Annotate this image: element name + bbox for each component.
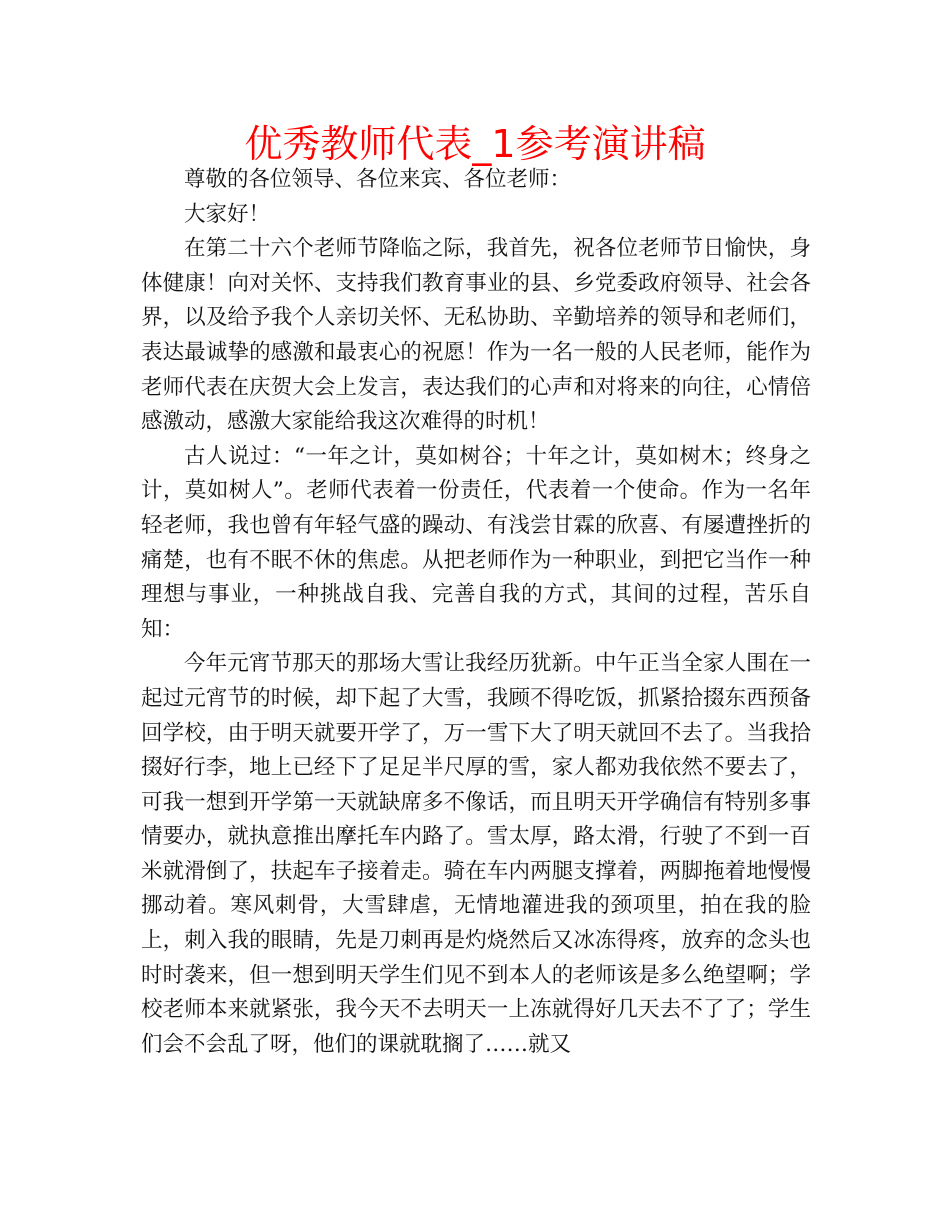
salutation-paragraph: 尊敬的各位领导、各位来宾、各位老师： xyxy=(184,167,572,192)
body-paragraph: 古人说过：“一年之计，莫如树谷；十年之计，莫如树木；终身之计，莫如树人”。老师代表着一份责任，代表着一个使命。作为一名年轻老师，我也曾有年轻气盛的躁动、有浅尝甘霖的欣喜、有屡遭挫折的痛楚，也有不眠不休的焦虑。从把老师作为一种职业，到把它当作一种理想与事业，一种挑战自我、完善自我的方式，其间的过程，苦乐自知： xyxy=(141,443,811,642)
body-paragraph: 在第二十六个老师节降临之际，我首先，祝各位老师节日愉快，身体健康！向对关怀、支持我们教育事业的县、乡党委政府领导、社会各界，以及给予我个人亲切关怀、无私协助、辛勤培养的领导和老师们，表达最诚挚的感激和最衷心的祝愿！作为一名一般的人民老师，能作为老师代表在庆贺大会上发言，表达我们的心声和对将来的向往，心情倍感激动，感激大家能给我这次难得的时机！ xyxy=(141,236,811,435)
body-paragraph: 今年元宵节那天的那场大雪让我经历犹新。中午正当全家人围在一起过元宵节的时候，却下起了大雪，我顾不得吃饭，抓紧拾掇东西预备回学校，由于明天就要开学了，万一雪下大了明天就回不去了。当我拾掇好行李，地上已经下了足足半尺厚的雪，家人都劝我依然不要去了，可我一想到开学第一天就缺席多不像话，而且明天开学确信有特别多事情要办，就执意推出摩托车内路了。雪太厚，路太滑，行驶了不到一百米就滑倒了，扶起车子接着走。骑在车内两腿支撑着，两脚拖着地慢慢挪动着。寒风刺骨，大雪肆虐，无情地灌进我的颈项里，拍在我的脸上，刺入我的眼睛，先是刀刺再是灼烧然后又冰冻得疼，放弃的念头也时时袭来，但一想到明天学生们见不到本人的老师该是多么绝望啊；学校老师本来就紧张，我今天不去明天一上冻就得好几天去不了了；学生们会不会乱了呀，他们的课就耽搁了……就又 xyxy=(141,651,811,1057)
document-title: 优秀教师代表_1参考演讲稿 xyxy=(244,122,706,166)
document-body xyxy=(141,163,811,1062)
greeting-paragraph: 大家好！ xyxy=(184,201,271,227)
